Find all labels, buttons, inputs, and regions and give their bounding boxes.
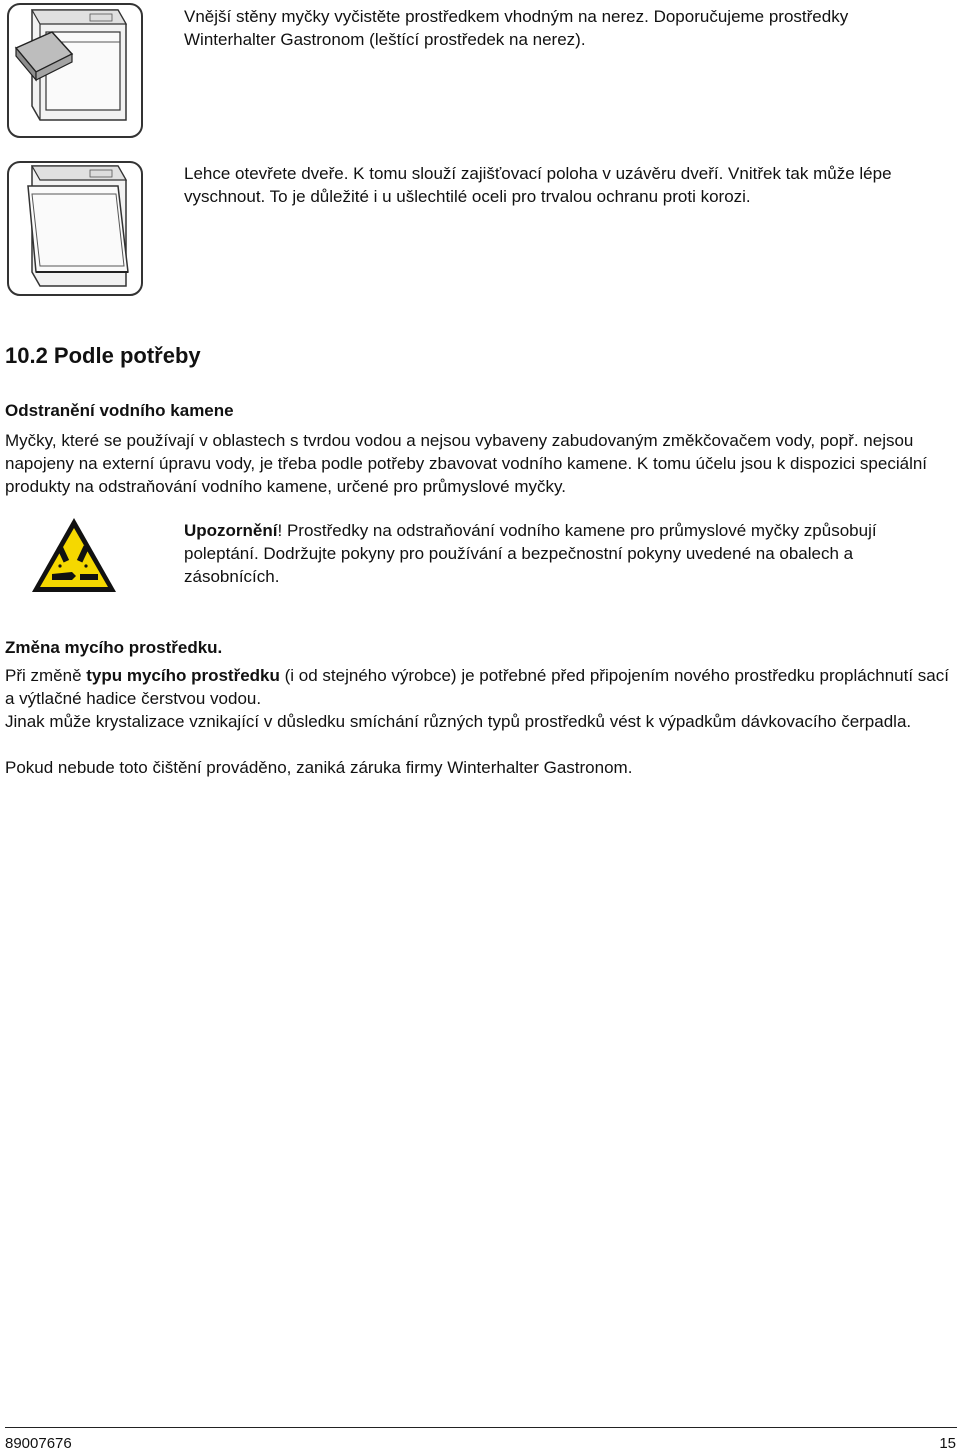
corrosive-warning-icon (30, 516, 118, 594)
step-open-door-text: Lehce otevřete dveře. K tomu slouží zajišťovací poloha v uzávěru dveří. Vnitřek tak může lépe vyschnout. To je důležité i u ušlechtilé oceli pro trvalou ochranu proti korozi. (184, 164, 892, 206)
change-p1-post: (i od stejného výrobce) je potřebné před připojením nového prostředku propláchnutí sací a výtlačné hadice čerstvou vodou. (5, 666, 949, 708)
change-paragraph-3: Pokud nebude toto čištění prováděno, zaniká záruka firmy Winterhalter Gastronom. (5, 758, 633, 777)
change-p1-bold: typu mycího prostředku (86, 666, 280, 685)
footer-divider (5, 1427, 957, 1428)
dishwasher-door-open-illustration (6, 160, 144, 298)
warning-paragraph (184, 519, 944, 588)
change-paragraph-1 (5, 664, 953, 710)
document-number: 89007676 (5, 1435, 72, 1452)
warning-label: Upozornění (184, 521, 278, 540)
descaling-paragraph: Myčky, které se používají v oblastech s tvrdou vodou a nejsou vybaveny zabudovaným změkčovačem vody, popř. nejsou napojeny na externí úpravu vody, je třeba podle potřeby zbavovat vodního kamene. K tomu účelu jsou k dispozici speciální produkty na odstraňování vodního kamene, určené pro průmyslové myčky. (5, 431, 928, 496)
change-detergent-heading: Změna mycího prostředku. (5, 638, 223, 657)
dishwasher-cleaning-illustration (6, 2, 144, 140)
change-p1-pre: Při změně (5, 666, 87, 685)
subheading-descaling: Odstranění vodního kamene (5, 401, 234, 420)
warning-text: ! Prostředky na odstraňování vodního kamene pro průmyslové myčky způsobují poleptání. Dodržujte pokyny pro používání a bezpečnostní pokyny uvedené na obalech a zásobnících. (184, 521, 877, 586)
section-heading: 10.2 Podle potřeby (5, 343, 201, 368)
change-paragraph-2: Jinak může krystalizace vznikající v důsledku smíchání různých typů prostředků vést k výpadkům dávkovacího čerpadla. (5, 712, 912, 731)
page-number: 15 (939, 1435, 956, 1452)
step-clean-exterior-text: Vnější stěny myčky vyčistěte prostředkem vhodným na nerez. Doporučujeme prostředky Winterhalter Gastronom (leštící prostředek na nerez). (184, 7, 849, 49)
